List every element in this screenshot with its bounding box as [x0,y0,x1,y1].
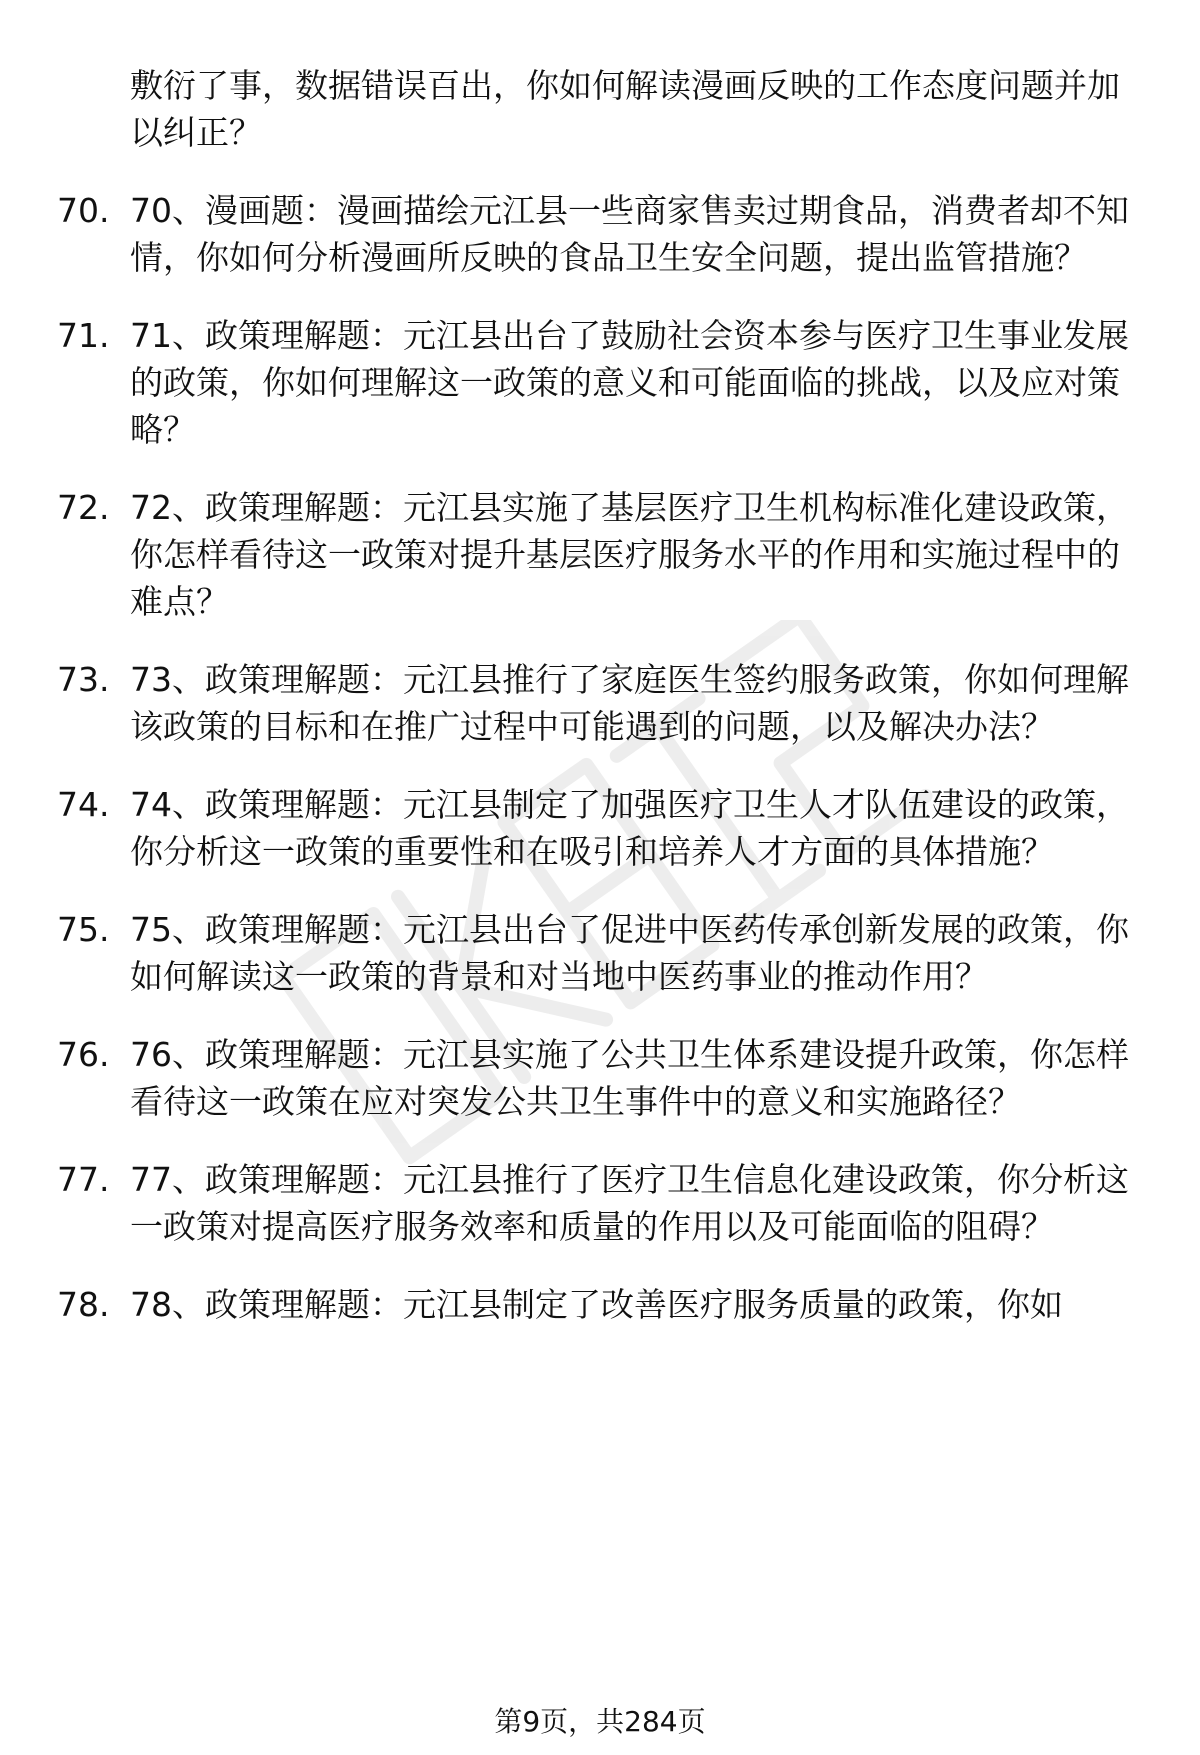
item-number: 72. [57,488,110,527]
list-item [0,906,1200,1000]
item-number: 77. [57,1160,110,1199]
question-list [0,62,1200,1359]
item-number: 75. [57,910,110,949]
list-item [0,1281,1200,1328]
list-item [0,187,1200,281]
list-item [0,781,1200,875]
list-item [0,62,1200,156]
item-number: 74. [57,785,110,824]
item-text: 76、政策理解题：元江县实施了公共卫生体系建设提升政策，你怎样看待这一政策在应对突发公共卫生事件中的意义和实施路径？ [130,1035,1129,1121]
item-text: 78、政策理解题：元江县制定了改善医疗服务质量的政策，你如 [130,1285,1063,1324]
item-text: 70、漫画题：漫画描绘元江县一些商家售卖过期食品，消费者却不知情，你如何分析漫画所反映的食品卫生安全问题，提出监管措施？ [130,191,1129,277]
item-number: 70. [57,191,110,230]
item-text: 73、政策理解题：元江县推行了家庭医生签约服务政策，你如何理解该政策的目标和在推广过程中可能遇到的问题，以及解决办法？ [130,660,1129,746]
item-text: 敷衍了事，数据错误百出，你如何解读漫画反映的工作态度问题并加以纠正？ [130,66,1120,152]
item-text: 74、政策理解题：元江县制定了加强医疗卫生人才队伍建设的政策，你分析这一政策的重要性和在吸引和培养人才方面的具体措施？ [130,785,1129,871]
item-number: 73. [57,660,110,699]
item-text: 77、政策理解题：元江县推行了医疗卫生信息化建设政策，你分析这一政策对提高医疗服务效率和质量的作用以及可能面临的阻碍？ [130,1160,1129,1246]
item-number: 71. [57,316,110,355]
list-item [0,484,1200,625]
list-item [0,312,1200,453]
item-number: 78. [57,1285,110,1324]
list-item [0,1156,1200,1250]
page-number-footer: 第9页，共284页 [494,1705,706,1738]
list-item [0,656,1200,750]
item-text: 75、政策理解题：元江县出台了促进中医药传承创新发展的政策，你如何解读这一政策的背景和对当地中医药事业的推动作用？ [130,910,1129,996]
item-text: 71、政策理解题：元江县出台了鼓励社会资本参与医疗卫生事业发展的政策，你如何理解这一政策的意义和可能面临的挑战，以及应对策略？ [130,316,1129,449]
list-item [0,1031,1200,1125]
item-number: 76. [57,1035,110,1074]
item-text: 72、政策理解题：元江县实施了基层医疗卫生机构标准化建设政策，你怎样看待这一政策对提升基层医疗服务水平的作用和实施过程中的难点？ [130,488,1129,621]
